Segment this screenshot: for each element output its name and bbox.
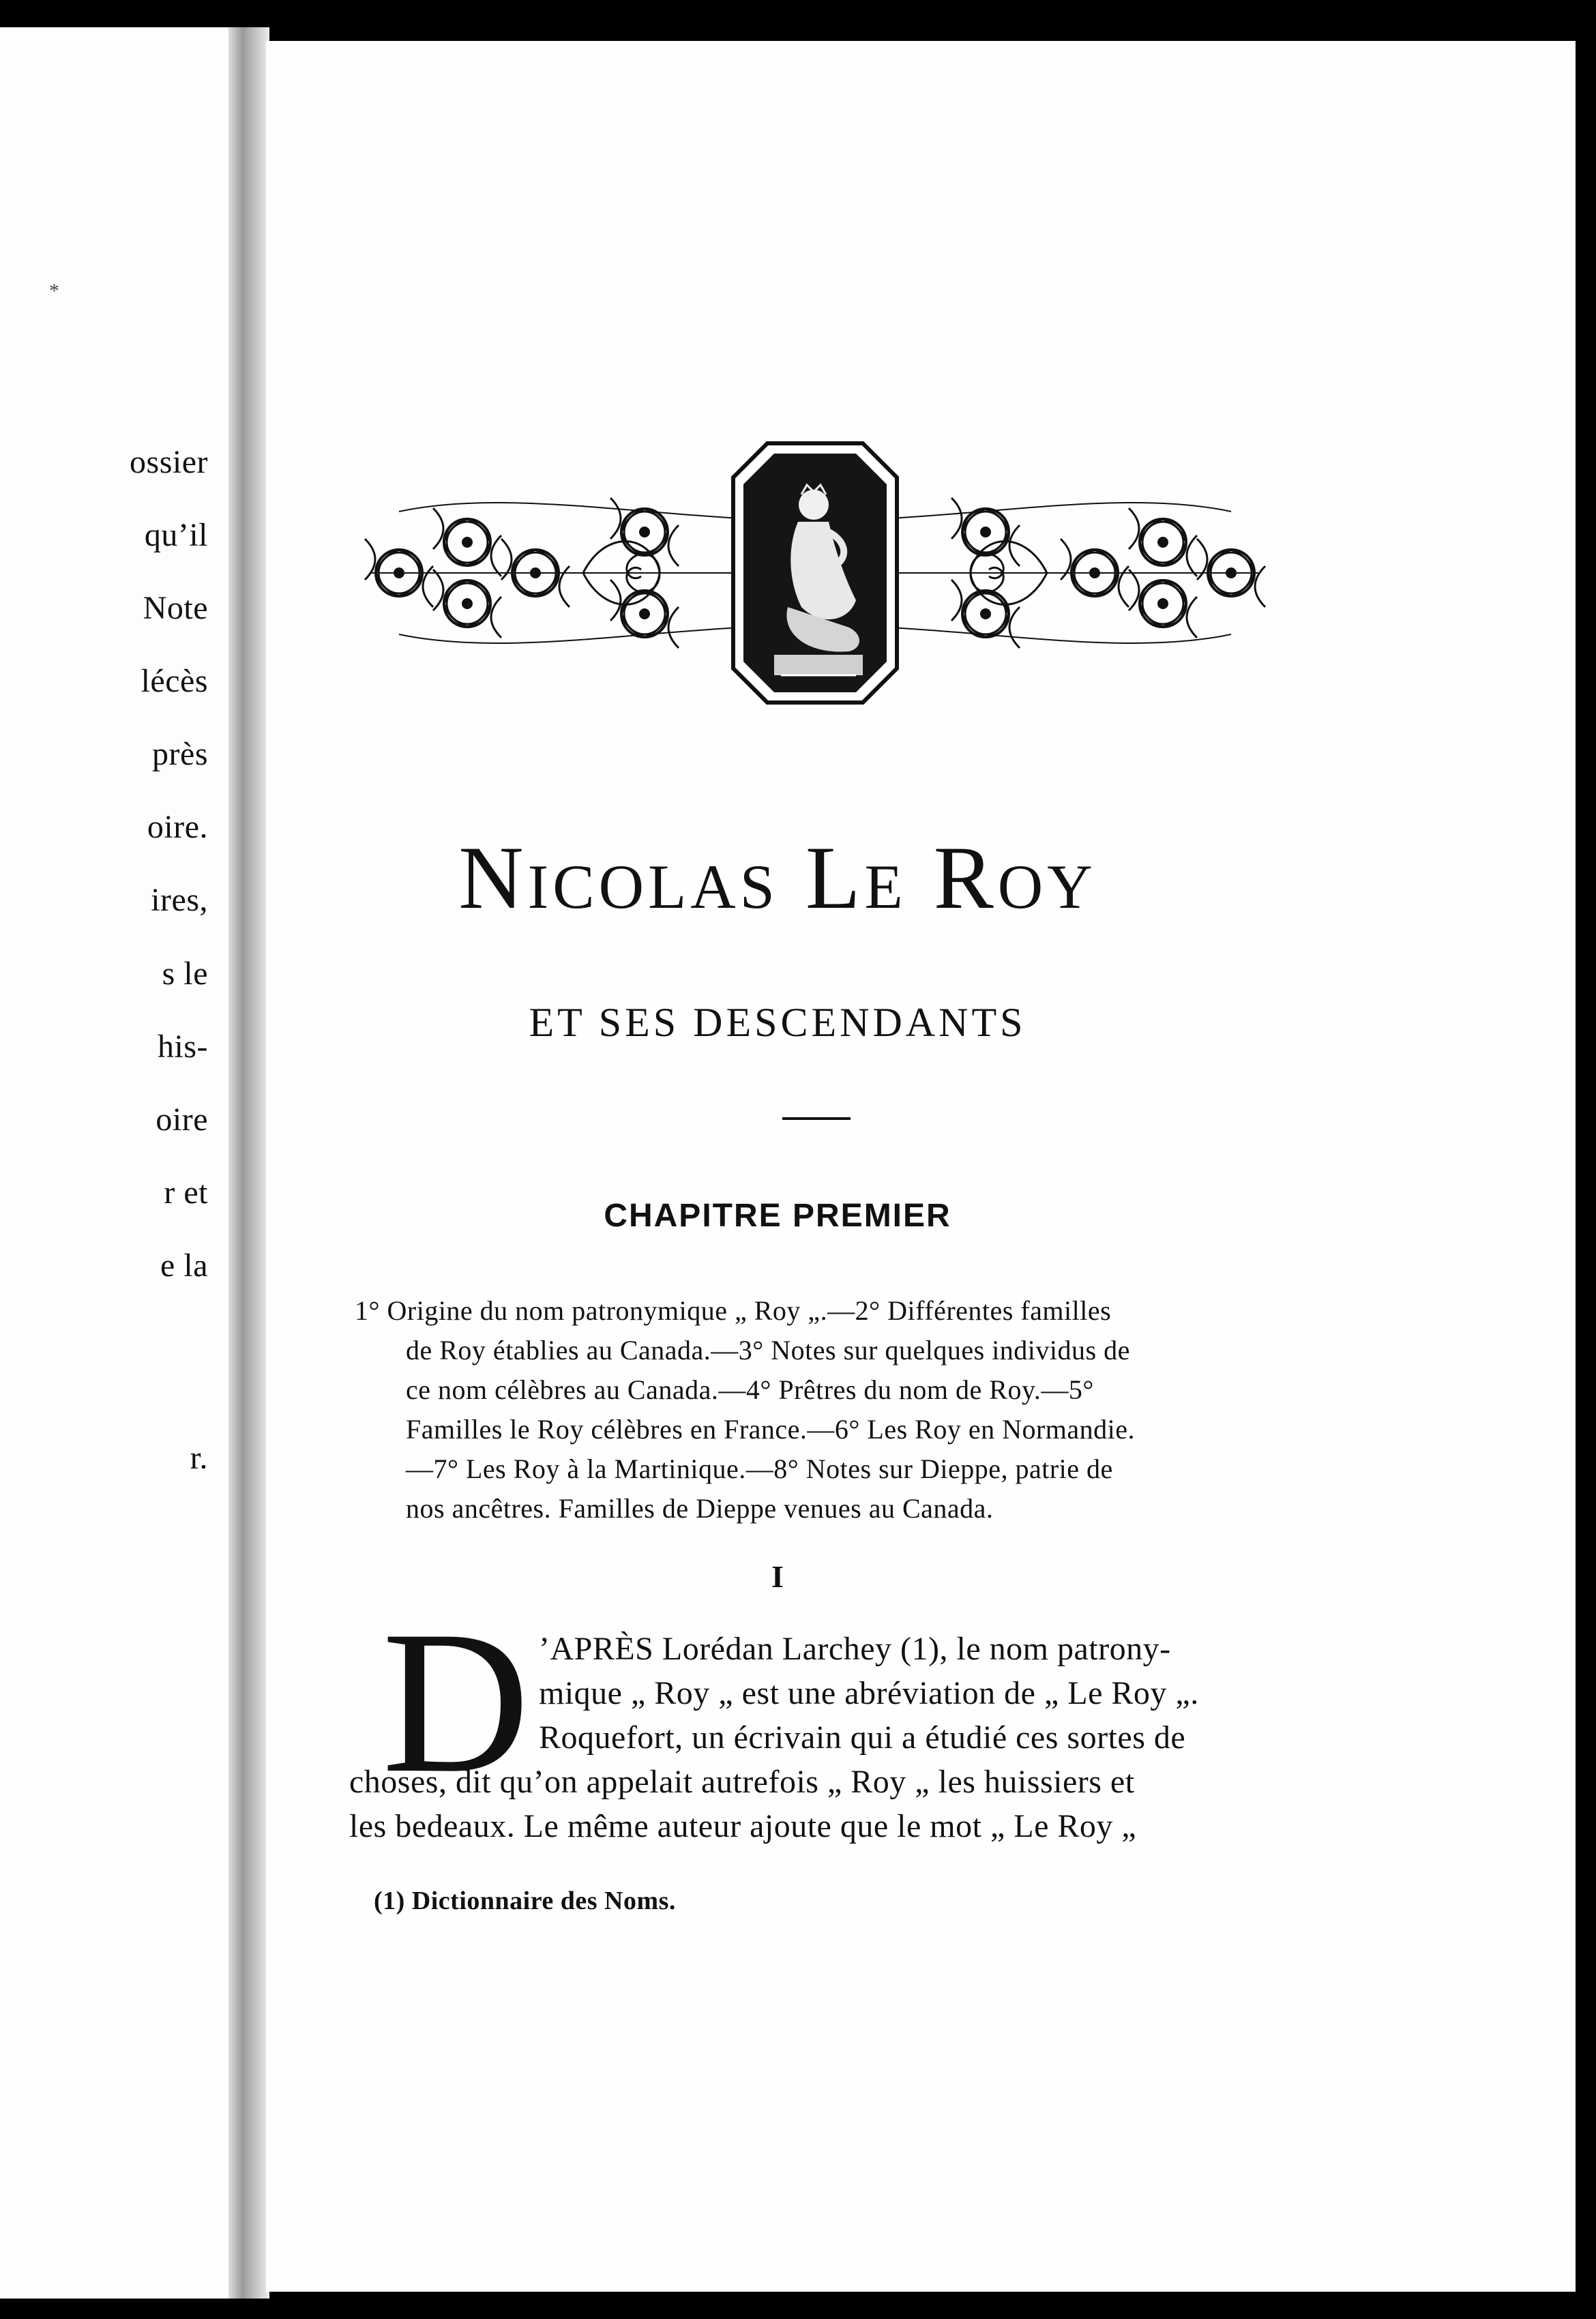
ornamental-headpiece — [358, 430, 1272, 716]
medallion-figure — [733, 443, 897, 703]
left-line: r et — [164, 1175, 208, 1211]
left-line: près — [152, 736, 208, 772]
summary-line: —7° Les Roy à la Martinique.—8° Notes sur Dieppe, patrie de — [406, 1453, 1113, 1484]
drop-cap: D — [382, 1589, 530, 1815]
section-number: I — [771, 1559, 784, 1594]
book-subtitle: ET SES DESCENDANTS — [529, 1000, 1026, 1045]
title-divider — [782, 1117, 851, 1120]
stray-mark: * — [49, 280, 59, 302]
left-line: r. — [190, 1440, 208, 1476]
chapter-heading: CHAPITRE PREMIER — [604, 1198, 951, 1234]
body-line: choses, dit qu’on appelait autrefois „ Roy „ les huissiers et — [349, 1764, 1135, 1800]
summary-line: de Roy établies au Canada.—3° Notes sur quelques individus de — [406, 1335, 1130, 1365]
summary-line: 1° Origine du nom patronymique „ Roy „.—2° Différentes familles — [355, 1295, 1112, 1326]
book-page — [266, 41, 1576, 2292]
left-line: his- — [158, 1029, 208, 1065]
left-line: ossier — [130, 444, 208, 480]
summary-line: nos ancêtres. Familles de Dieppe venues au Canada. — [406, 1493, 994, 1524]
summary-line: Familles le Roy célèbres en France.—6° Les Roy en Normandie. — [406, 1414, 1136, 1445]
left-line: oire — [156, 1102, 208, 1138]
left-line: s le — [162, 956, 208, 992]
body-line: Roquefort, un écrivain qui a étudié ces sortes de — [539, 1719, 1186, 1756]
body-line: ’APRÈS Lorédan Larchey (1), le nom patrony- — [539, 1631, 1171, 1667]
left-line: qu’il — [144, 517, 208, 553]
footnote: (1) Dictionnaire des Noms. — [374, 1887, 676, 1915]
summary-line: ce nom célèbres au Canada.—4° Prêtres du nom de Roy.—5° — [406, 1374, 1094, 1405]
book-gutter — [228, 27, 269, 2299]
book-title: Nicolas Le Roy — [458, 827, 1097, 928]
left-line: oire. — [147, 809, 208, 845]
left-line: e la — [160, 1247, 208, 1284]
left-line: Note — [143, 590, 208, 626]
body-line: les bedeaux. Le même auteur ajoute que le mot „ Le Roy „ — [349, 1808, 1137, 1844]
left-line: ires, — [151, 882, 208, 918]
previous-page — [0, 27, 228, 2299]
body-line: mique „ Roy „ est une abréviation de „ Le Roy „. — [539, 1675, 1199, 1711]
left-line: lécès — [141, 663, 208, 699]
